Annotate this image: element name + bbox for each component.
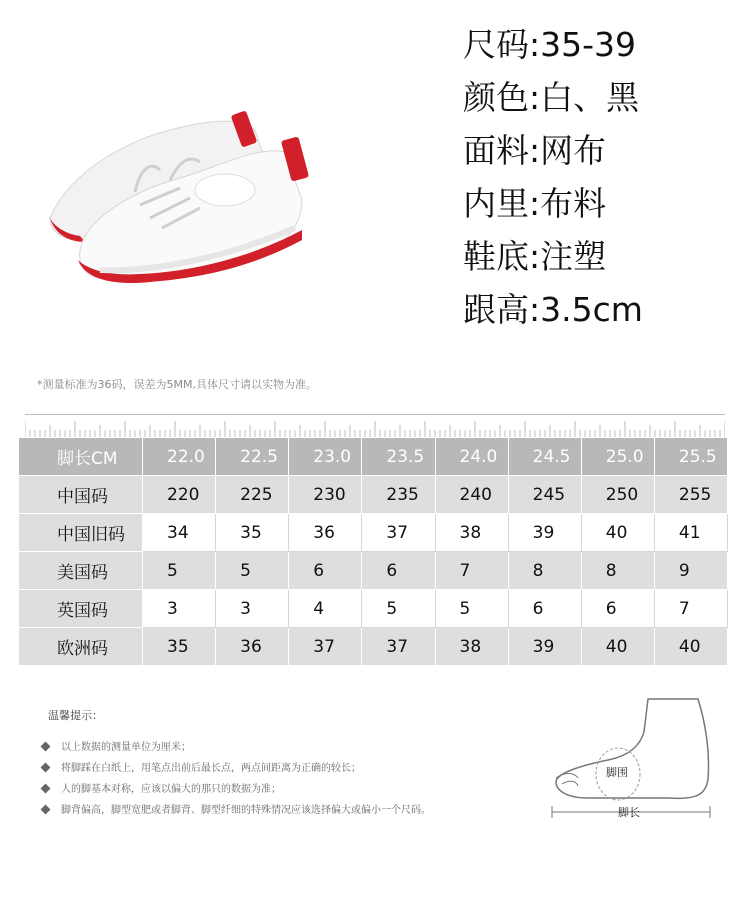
table-cell: 3 <box>216 590 289 628</box>
table-cell: 24.0 <box>435 438 508 476</box>
table-cell: 230 <box>289 476 362 514</box>
diamond-bullet-icon <box>41 784 51 794</box>
spec-row-heel <box>463 283 743 336</box>
table-cell: 245 <box>508 476 581 514</box>
table-cell: 35 <box>143 628 216 666</box>
table-cell: 6 <box>289 552 362 590</box>
tip-item <box>40 737 540 758</box>
table-cell: 7 <box>435 552 508 590</box>
table-cell: 38 <box>435 628 508 666</box>
table-cell: 3 <box>143 590 216 628</box>
tip-item <box>40 779 540 800</box>
diamond-bullet-icon <box>41 763 51 773</box>
table-cell: 36 <box>216 628 289 666</box>
spec-value: 3.5cm <box>540 290 643 329</box>
spec-label: 尺码: <box>463 25 541 64</box>
table-cell: 6 <box>508 590 581 628</box>
row-label: 美国码 <box>19 552 143 590</box>
spec-row-upper <box>463 124 743 177</box>
table-cell: 23.0 <box>289 438 362 476</box>
spec-list <box>463 18 743 336</box>
table-cell: 8 <box>581 552 654 590</box>
measurement-note: *测量标准为36码，误差为5MM,具体尺寸请以实物为准。 <box>37 378 317 391</box>
table-cell: 6 <box>362 552 435 590</box>
header-label: 脚长CM <box>19 438 143 476</box>
table-cell: 34 <box>143 514 216 552</box>
table-cell: 7 <box>654 590 727 628</box>
foot-diagram <box>548 694 718 824</box>
table-cell: 9 <box>654 552 727 590</box>
tips-list <box>40 737 540 821</box>
table-cell: 24.5 <box>508 438 581 476</box>
table-row <box>19 476 728 514</box>
table-cell: 40 <box>581 514 654 552</box>
spec-row-sole <box>463 230 743 283</box>
spec-value: 白、黑 <box>540 78 640 117</box>
table-cell: 23.5 <box>362 438 435 476</box>
table-cell: 37 <box>362 628 435 666</box>
table-cell: 5 <box>216 552 289 590</box>
table-cell: 225 <box>216 476 289 514</box>
table-cell: 5 <box>435 590 508 628</box>
table-cell: 41 <box>654 514 727 552</box>
spec-value: 35-39 <box>540 25 637 64</box>
table-cell: 36 <box>289 514 362 552</box>
table-cell: 37 <box>362 514 435 552</box>
tip-text: 脚背偏高，脚型宽肥或者脚背、脚型纤细的特殊情况应该选择偏大或偏小一个尺码。 <box>61 805 431 816</box>
table-row <box>19 590 728 628</box>
table-cell: 255 <box>654 476 727 514</box>
foot-length-label: 脚长 <box>618 806 640 819</box>
diamond-bullet-icon <box>41 805 51 815</box>
tip-item <box>40 800 540 821</box>
spec-row-lining <box>463 177 743 230</box>
tips-title: 温馨提示： <box>48 709 103 722</box>
tip-text: 将脚踩在白纸上，用笔点出前后最长点，两点间距离为正确的较长； <box>61 763 361 774</box>
table-cell: 37 <box>289 628 362 666</box>
spec-label: 颜色: <box>463 78 541 117</box>
table-cell: 22.5 <box>216 438 289 476</box>
table-cell: 6 <box>581 590 654 628</box>
table-cell: 5 <box>143 552 216 590</box>
tip-item <box>40 758 540 779</box>
table-cell: 39 <box>508 514 581 552</box>
table-cell: 25.0 <box>581 438 654 476</box>
diamond-bullet-icon <box>41 742 51 752</box>
table-cell: 240 <box>435 476 508 514</box>
foot-girth-label: 脚围 <box>606 766 628 779</box>
table-header-row <box>19 438 728 476</box>
spec-value: 网布 <box>540 131 607 170</box>
table-row <box>19 628 728 666</box>
spec-label: 鞋底: <box>463 237 541 276</box>
table-cell: 22.0 <box>143 438 216 476</box>
sneaker-image <box>40 100 330 300</box>
spec-label: 面料: <box>463 131 541 170</box>
table-cell: 8 <box>508 552 581 590</box>
row-label: 中国旧码 <box>19 514 143 552</box>
table-cell: 235 <box>362 476 435 514</box>
table-cell: 39 <box>508 628 581 666</box>
table-cell: 40 <box>581 628 654 666</box>
ruler <box>25 414 725 437</box>
table-cell: 5 <box>362 590 435 628</box>
tip-text: 人的脚基本对称，应该以偏大的那只的数据为准； <box>61 784 281 795</box>
spec-label: 内里: <box>463 184 541 223</box>
row-label: 欧洲码 <box>19 628 143 666</box>
row-label: 中国码 <box>19 476 143 514</box>
table-row <box>19 552 728 590</box>
table-cell: 40 <box>654 628 727 666</box>
table-row <box>19 514 728 552</box>
spec-label: 跟高: <box>463 290 541 329</box>
size-table <box>18 437 728 666</box>
table-cell: 35 <box>216 514 289 552</box>
table-cell: 38 <box>435 514 508 552</box>
spec-row-color <box>463 71 743 124</box>
spec-value: 注塑 <box>540 237 607 276</box>
table-cell: 25.5 <box>654 438 727 476</box>
spec-value: 布料 <box>540 184 607 223</box>
table-cell: 4 <box>289 590 362 628</box>
table-cell: 250 <box>581 476 654 514</box>
row-label: 英国码 <box>19 590 143 628</box>
spec-row-size <box>463 18 743 71</box>
table-cell: 220 <box>143 476 216 514</box>
tip-text: 以上数据的测量单位为厘米； <box>61 742 191 753</box>
